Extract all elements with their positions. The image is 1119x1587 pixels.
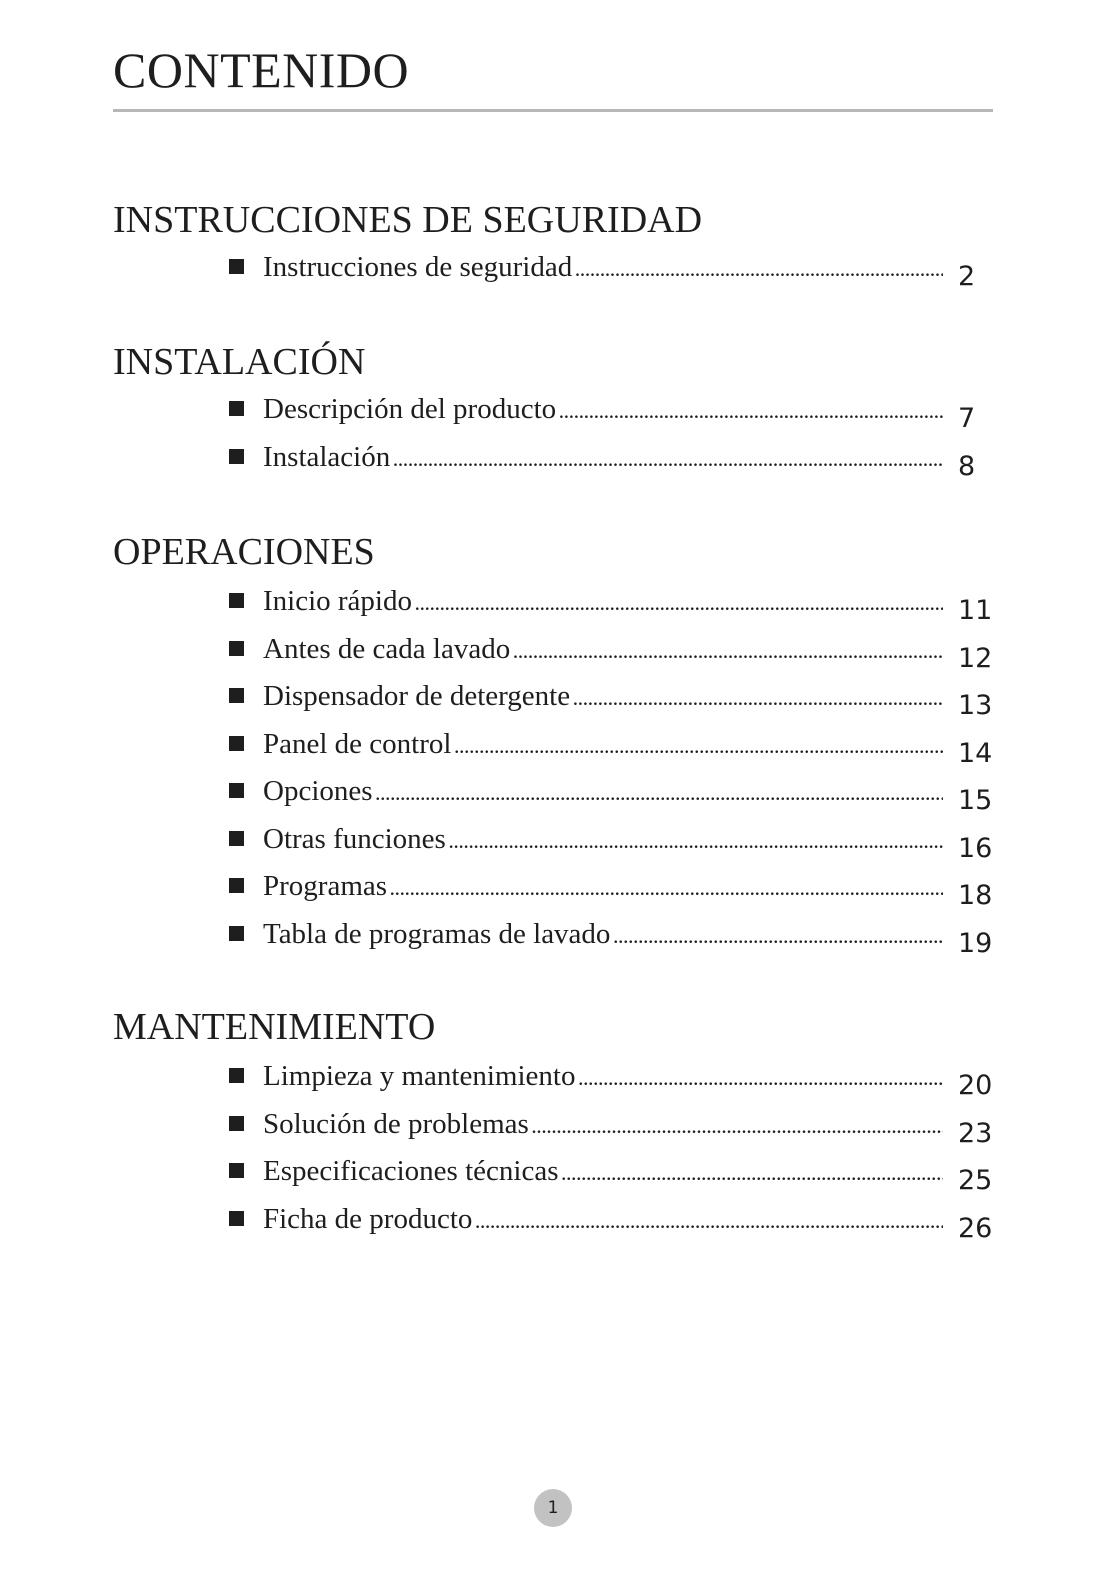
toc-entry-page: 25 xyxy=(958,1165,993,1196)
toc-entry-page: 26 xyxy=(958,1212,993,1244)
title-divider xyxy=(113,109,993,112)
section-heading: INSTRUCCIONES DE SEGURIDAD xyxy=(113,199,703,241)
toc-entry-label: Solución de problemas . . . xyxy=(263,1106,943,1144)
section-heading: MANTENIMIENTO xyxy=(113,1006,436,1048)
toc-entry-label: Especificaciones técnicas . . . xyxy=(263,1153,943,1191)
square-bullet-icon xyxy=(229,1211,244,1226)
toc-section-maintenance xyxy=(113,1004,1003,1248)
toc-entry-label: Inicio rápido . . . xyxy=(263,583,943,621)
toc-entry-page: 7 xyxy=(958,403,976,434)
square-bullet-icon xyxy=(229,926,244,941)
toc-entry[interactable] xyxy=(113,249,1003,297)
toc-list xyxy=(113,391,1003,486)
square-bullet-icon xyxy=(229,259,244,274)
page-number: 1 xyxy=(547,1498,559,1518)
toc-entry[interactable] xyxy=(113,678,1003,726)
toc-entry-label: Tabla de programas de lavado . . . xyxy=(263,916,943,954)
toc-entry-page: 2 xyxy=(958,261,976,292)
toc-entry[interactable] xyxy=(113,821,1003,869)
toc-entry[interactable] xyxy=(113,1153,1003,1201)
toc-entry-page: 20 xyxy=(958,1070,993,1101)
toc-section-operations xyxy=(113,529,1003,963)
toc-list xyxy=(113,249,1003,297)
toc-entry[interactable] xyxy=(113,439,1003,487)
toc-entry-label: Limpieza y mantenimiento . . . xyxy=(263,1058,943,1096)
toc-entry-label: Instrucciones de seguridad . . . xyxy=(263,249,943,287)
toc-entry-label: Antes de cada lavado . . . xyxy=(263,631,943,669)
toc-list xyxy=(113,583,1003,963)
toc-section-safety xyxy=(113,197,1003,297)
square-bullet-icon xyxy=(229,1163,244,1178)
toc-entry-page: 8 xyxy=(958,450,976,482)
toc-entry-label: Programas . . . xyxy=(263,868,943,906)
toc-entry[interactable] xyxy=(113,868,1003,916)
toc-section-installation xyxy=(113,339,1003,486)
page-number-badge xyxy=(534,1489,572,1527)
toc-list xyxy=(113,1058,1003,1248)
toc-entry-label: Descripción del producto . . . xyxy=(263,391,943,429)
toc-entry-page: 11 xyxy=(958,595,993,626)
page-title: CONTENIDO xyxy=(113,42,410,98)
toc-entry-label: Otras funciones . . . xyxy=(263,821,943,859)
square-bullet-icon xyxy=(229,1068,244,1083)
toc-entry-label: Instalación . . . xyxy=(263,439,943,477)
toc-entry-label: Ficha de producto . . . xyxy=(263,1201,943,1239)
square-bullet-icon xyxy=(229,449,244,464)
square-bullet-icon xyxy=(229,641,244,656)
toc-entry[interactable] xyxy=(113,631,1003,679)
section-heading: OPERACIONES xyxy=(113,531,375,573)
square-bullet-icon xyxy=(229,831,244,846)
toc-entry-page: 13 xyxy=(958,690,993,721)
square-bullet-icon xyxy=(229,736,244,751)
toc-entry-page: 18 xyxy=(958,880,993,911)
section-heading: INSTALACIÓN xyxy=(113,341,366,383)
toc-entry-page: 15 xyxy=(958,785,993,816)
toc-entry[interactable] xyxy=(113,1201,1003,1249)
square-bullet-icon xyxy=(229,783,244,798)
square-bullet-icon xyxy=(229,688,244,703)
toc-entry-page: 19 xyxy=(958,927,993,959)
toc-entry-label: Dispensador de detergente . . . xyxy=(263,678,943,716)
toc-entry[interactable] xyxy=(113,916,1003,964)
toc-entry[interactable] xyxy=(113,583,1003,631)
toc-entry[interactable] xyxy=(113,726,1003,774)
square-bullet-icon xyxy=(229,401,244,416)
square-bullet-icon xyxy=(229,593,244,608)
toc-entry-label: Opciones . . . xyxy=(263,773,943,811)
toc-entry-page: 23 xyxy=(958,1117,993,1149)
toc-entry[interactable] xyxy=(113,1106,1003,1154)
toc-entry-label: Panel de control . . . xyxy=(263,726,943,764)
toc-entry-page: 14 xyxy=(958,737,993,769)
toc-entry[interactable] xyxy=(113,1058,1003,1106)
toc-entry[interactable] xyxy=(113,391,1003,439)
toc-entry-page: 12 xyxy=(958,642,993,674)
toc-entry-page: 16 xyxy=(958,832,993,864)
toc-entry[interactable] xyxy=(113,773,1003,821)
square-bullet-icon xyxy=(229,1116,244,1131)
square-bullet-icon xyxy=(229,878,244,893)
